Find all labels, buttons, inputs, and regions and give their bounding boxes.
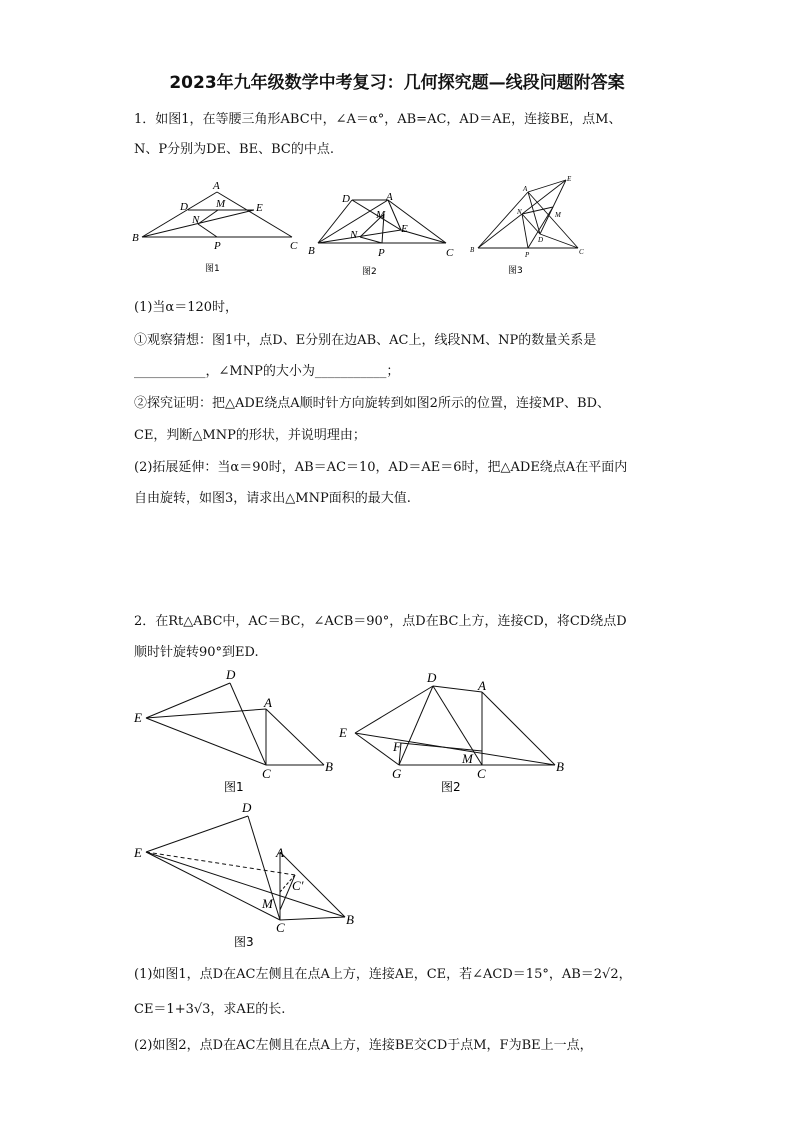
q1-line2: N、P分别为DE、BE、BC的中点.	[134, 142, 334, 157]
label-M: M	[216, 198, 226, 210]
label-E: E	[567, 175, 572, 183]
label-P: P	[378, 247, 385, 259]
label-N: N	[517, 208, 522, 216]
label-E: E	[401, 223, 408, 235]
label-E: E	[134, 710, 142, 725]
label-C-prime: C′	[292, 878, 304, 893]
label-A: A	[478, 678, 486, 693]
label-B: B	[325, 759, 333, 774]
fig-caption: 图3	[234, 935, 254, 949]
q2-line2: 顺时针旋转90°到ED.	[134, 645, 259, 660]
label-D: D	[242, 800, 252, 815]
label-C: C	[579, 248, 584, 256]
q2-part1-a: (1)如图1，点D在AC左侧且在点A上方，连接AE，CE，若∠ACD＝15°，AB＝2√2，	[134, 967, 632, 982]
label-D: D	[226, 667, 236, 682]
label-M: M	[462, 751, 473, 766]
q2-figure-1	[130, 663, 345, 798]
label-B: B	[556, 759, 564, 774]
q1-sub1: (1)当α＝120时，	[134, 300, 239, 315]
label-B: B	[346, 912, 354, 927]
fig-caption: 图1	[224, 780, 244, 794]
label-C: C	[276, 920, 285, 935]
label-D: D	[180, 201, 188, 213]
fig-caption: 图2	[441, 780, 461, 794]
label-M: M	[555, 211, 561, 219]
page-title: 2023年九年级数学中考复习：几何探究题—线段问题附答案	[169, 73, 625, 93]
label-B: B	[308, 245, 315, 257]
label-D: D	[342, 193, 350, 205]
label-A: A	[276, 845, 284, 860]
label-A: A	[523, 185, 528, 193]
label-N: N	[350, 229, 358, 241]
label-E: E	[256, 202, 263, 214]
q1-extend-1: (2)拓展延伸：当α＝90时，AB＝AC＝10，AD＝AE＝6时，把△ADE绕点A在平面内	[134, 460, 628, 475]
label-M: M	[262, 896, 273, 911]
q1-figure-1	[130, 175, 305, 280]
label-G: G	[392, 766, 402, 781]
label-B: B	[470, 246, 475, 254]
q2-part2: (2)如图2，点D在AC左侧且在点A上方，连接BE交CD于点M，F为BE上一点，	[134, 1038, 593, 1053]
label-D: D	[538, 236, 544, 244]
q2-figure-3	[130, 800, 365, 950]
q1-line1: 1．如图1，在等腰三角形ABC中，∠A＝α°，AB=AC，AD＝AE，连接BE，点M、	[134, 112, 622, 127]
label-B: B	[132, 232, 139, 244]
q2-part1-b: CE＝1+3√3，求AE的长.	[134, 1002, 286, 1017]
q1-proof-1: ②探究证明：把△ADE绕点A顺时针方向旋转到如图2所示的位置，连接MP、BD、	[134, 396, 610, 411]
label-C: C	[446, 247, 454, 259]
label-E: E	[134, 845, 142, 860]
label-C: C	[290, 240, 298, 252]
fig-caption: 图1	[205, 264, 220, 274]
label-P: P	[214, 240, 221, 252]
label-A: A	[386, 191, 393, 203]
q2-figure-2	[335, 663, 575, 798]
fig-caption: 图2	[362, 267, 377, 277]
label-D: D	[427, 670, 437, 685]
q1-observe-1: ①观察猜想：图1中，点D、E分别在边AB、AC上，线段NM、NP的数量关系是	[134, 333, 597, 348]
q1-proof-2: CE，判断△MNP的形状，并说明理由；	[134, 428, 366, 443]
label-C: C	[477, 766, 486, 781]
q1-figure-3	[470, 172, 590, 278]
label-C: C	[262, 766, 271, 781]
label-P: P	[525, 251, 530, 259]
q1-observe-2: ___________，∠MNP的大小为___________；	[134, 364, 400, 379]
q1-figure-2	[306, 188, 456, 278]
label-A: A	[264, 695, 272, 710]
fig-caption: 图3	[508, 266, 523, 276]
label-E: E	[339, 725, 347, 740]
label-M: M	[376, 209, 386, 221]
label-N: N	[192, 214, 200, 226]
q1-extend-2: 自由旋转，如图3，请求出△MNP面积的最大值.	[134, 491, 411, 506]
label-F: F	[393, 739, 401, 754]
label-A: A	[213, 180, 220, 192]
q2-line1: 2．在Rt△ABC中，AC＝BC，∠ACB＝90°，点D在BC上方，连接CD，将CD绕点D	[134, 614, 627, 629]
